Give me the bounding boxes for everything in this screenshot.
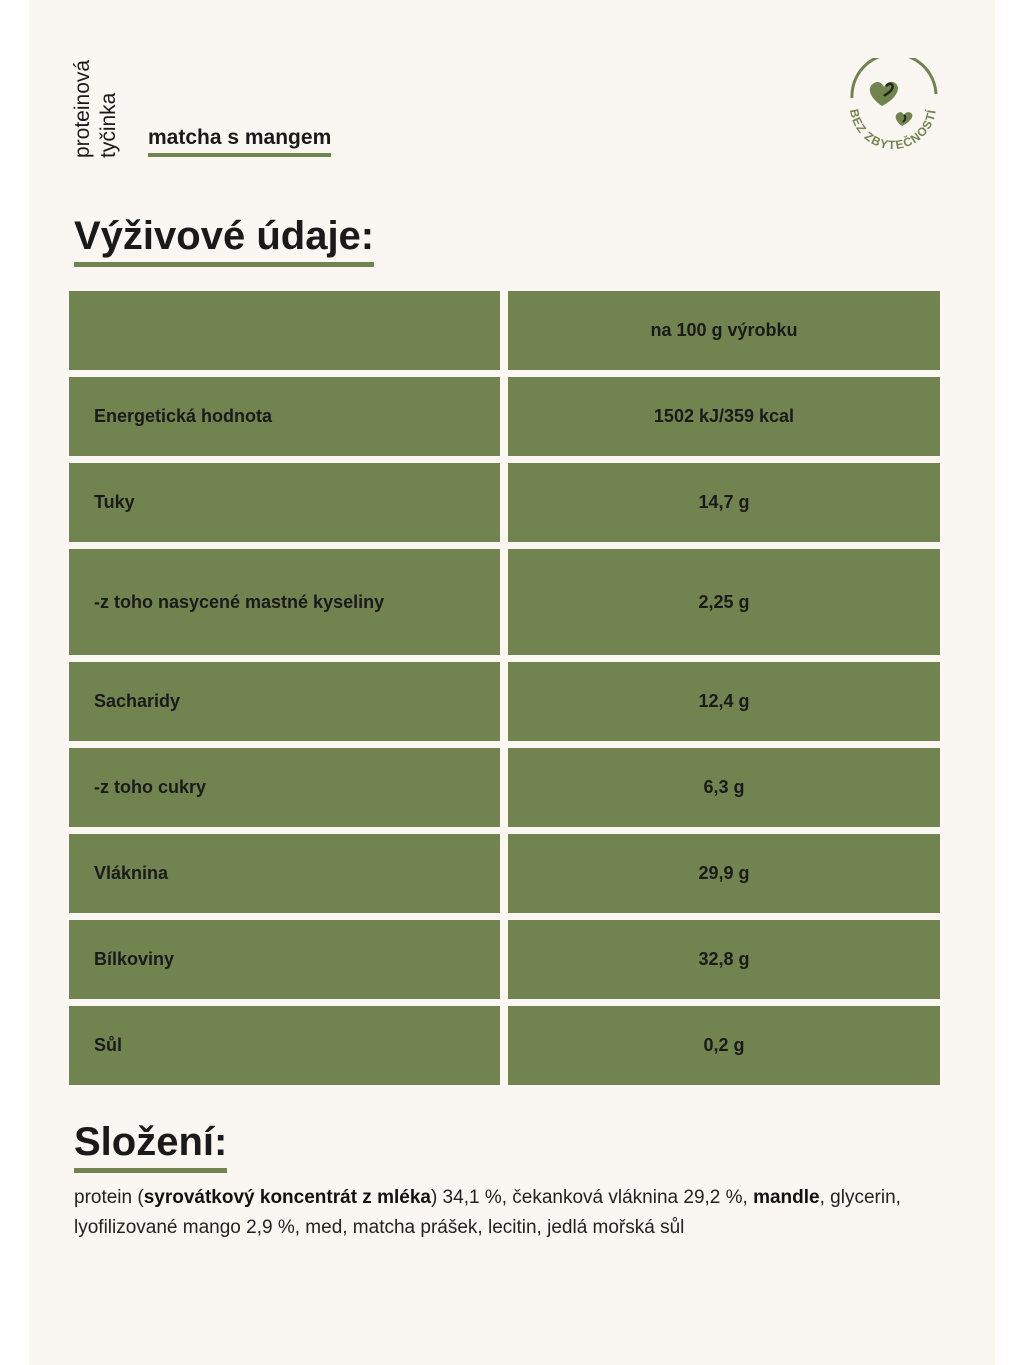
product-type-label	[70, 28, 130, 158]
row-label: -z toho nasycené mastné kyseliny	[69, 549, 500, 655]
row-value: 29,9 g	[508, 834, 940, 913]
table-header-row	[69, 291, 940, 370]
table-row	[69, 377, 940, 456]
composition-part: , glycerin, lyofilizované mango 2,9 %, med, matcha prášek, lecitin, jedlá mořská sůl	[74, 1187, 901, 1238]
row-value: 1502 kJ/359 kcal	[508, 377, 940, 456]
row-value: 12,4 g	[508, 662, 940, 741]
row-value: 6,3 g	[508, 748, 940, 827]
table-row	[69, 662, 940, 741]
table-row	[69, 834, 940, 913]
composition-part: protein (	[74, 1187, 144, 1208]
flavor-title: matcha s mangem	[148, 126, 331, 157]
composition-title: Složení:	[74, 1118, 227, 1173]
svg-text:BEZ ZBYTEČNOSTÍ	[847, 108, 939, 152]
row-label: Vláknina	[69, 834, 500, 913]
row-value: 32,8 g	[508, 920, 940, 999]
table-row	[69, 549, 940, 655]
nutrition-table	[69, 291, 940, 1092]
row-label: Tuky	[69, 463, 500, 542]
table-row	[69, 748, 940, 827]
row-value: 14,7 g	[508, 463, 940, 542]
table-row	[69, 463, 940, 542]
row-label: Sůl	[69, 1006, 500, 1085]
row-value: 0,2 g	[508, 1006, 940, 1085]
header-label-cell	[69, 291, 500, 370]
nutrition-title: Výživové údaje:	[74, 212, 374, 267]
table-row	[69, 1006, 940, 1085]
product-type-line-1: proteinová	[71, 59, 94, 158]
brand-badge	[840, 58, 946, 164]
composition-part: ) 34,1 %, čekanková vláknina 29,2 %,	[430, 1187, 754, 1208]
product-type-line-2: tyčinka	[97, 92, 120, 158]
row-value: 2,25 g	[508, 549, 940, 655]
hearts-icon	[840, 58, 946, 164]
row-label: Sacharidy	[69, 662, 500, 741]
row-label: Energetická hodnota	[69, 377, 500, 456]
badge-text: BEZ ZBYTEČNOSTÍ	[846, 107, 939, 153]
composition-part-bold: syrovátkový koncentrát z mléka	[143, 1187, 431, 1208]
header-value-cell: na 100 g výrobku	[508, 291, 940, 370]
composition-part-bold: mandle	[753, 1187, 820, 1208]
composition-text	[74, 1183, 934, 1243]
table-row	[69, 920, 940, 999]
row-label: -z toho cukry	[69, 748, 500, 827]
row-label: Bílkoviny	[69, 920, 500, 999]
